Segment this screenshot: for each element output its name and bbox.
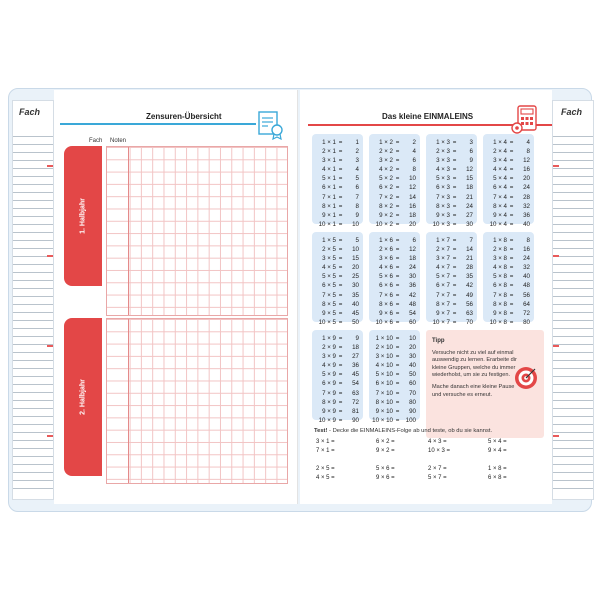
times-table-row: 6 × 8 = 48	[493, 282, 530, 290]
test-item: 4 × 3 =	[428, 439, 447, 445]
strip-marker	[553, 165, 559, 167]
times-table-card	[369, 232, 420, 326]
times-table-row: 1 × 5 = 5	[322, 237, 359, 244]
grades-grid-second-half[interactable]	[106, 318, 288, 484]
target-icon	[514, 366, 538, 390]
times-table-row: 9 × 3 = 27	[436, 211, 473, 219]
subject-column	[107, 147, 129, 315]
times-table-row: 8 × 6 = 48	[379, 300, 416, 308]
times-table-row: 7 × 3 = 21	[436, 193, 473, 201]
test-spacer	[316, 456, 335, 465]
times-table-row: 4 × 3 = 12	[436, 166, 473, 174]
times-table-row: 3 × 1 = 3	[322, 157, 359, 165]
times-table-row: 5 × 5 = 25	[322, 273, 359, 281]
column-fach: Fach	[89, 138, 103, 144]
times-table-row: 4 × 4 = 16	[493, 166, 530, 174]
page-title: Das kleine EINMALEINS	[382, 112, 474, 121]
test-item: 6 × 2 =	[376, 439, 395, 445]
times-table-card	[426, 232, 477, 326]
test-item: 10 × 3 =	[428, 448, 451, 454]
times-table-row: 3 × 8 = 24	[493, 255, 530, 263]
times-table-row: 6 × 10 = 60	[375, 380, 416, 388]
test-item: 4 × 5 =	[316, 475, 335, 481]
times-table-row: 1 × 3 = 3	[436, 139, 473, 146]
times-table-row: 7 × 5 = 35	[322, 291, 359, 299]
page-title: Zensuren-Übersicht	[146, 112, 222, 121]
times-table-row: 8 × 7 = 56	[436, 300, 473, 308]
tab-label: 1. Halbjahr	[79, 198, 87, 234]
test-column	[376, 438, 395, 483]
times-table-row: 8 × 1 = 8	[322, 202, 359, 210]
times-table-row: 5 × 10 = 50	[375, 371, 416, 379]
times-table-row: 2 × 10 = 20	[375, 344, 416, 352]
times-table-card	[483, 232, 534, 326]
tip-title: Tipp	[432, 338, 445, 344]
times-table-row: 7 × 7 = 49	[436, 291, 473, 299]
times-table-card	[369, 134, 420, 228]
times-table-row: 2 × 2 = 4	[379, 148, 416, 156]
times-table-row: 3 × 4 = 12	[493, 157, 530, 165]
times-table-card	[483, 134, 534, 228]
times-table-row: 3 × 9 = 27	[322, 353, 359, 361]
times-table-row: 5 × 2 = 10	[379, 175, 416, 183]
times-table-row: 10 × 7 = 70	[432, 318, 473, 326]
times-table-row: 1 × 6 = 6	[379, 237, 416, 244]
times-table-row: 7 × 10 = 70	[375, 389, 416, 397]
tip-text-2: Mache danach eine kleine Pause und versuche es erneut.	[432, 383, 515, 398]
times-table-row: 9 × 5 = 45	[322, 309, 359, 317]
times-table-row: 8 × 5 = 40	[322, 300, 359, 308]
times-table-row: 10 × 4 = 40	[489, 220, 530, 228]
strip-marker	[553, 435, 559, 437]
times-table-row: 3 × 7 = 21	[436, 255, 473, 263]
times-table-row: 4 × 8 = 32	[493, 264, 530, 272]
times-table-card	[312, 330, 363, 424]
times-table-row: 9 × 1 = 9	[322, 211, 359, 219]
times-table-row: 3 × 2 = 6	[379, 157, 416, 165]
test-item: 1 × 8 =	[488, 466, 507, 472]
times-table-row: 4 × 1 = 4	[322, 166, 359, 174]
times-table-row: 5 × 9 = 45	[322, 371, 359, 379]
times-table-row: 3 × 3 = 9	[436, 157, 473, 165]
times-table-row: 1 × 4 = 4	[493, 139, 530, 146]
test-item: 6 × 8 =	[488, 475, 507, 481]
times-table-row: 9 × 2 = 18	[379, 211, 416, 219]
times-table-row: 6 × 1 = 6	[322, 184, 359, 192]
times-table-row: 9 × 9 = 81	[322, 407, 359, 415]
times-table-row: 1 × 2 = 2	[379, 139, 416, 146]
test-item: 9 × 4 =	[488, 448, 507, 454]
times-table-row: 2 × 4 = 8	[493, 148, 530, 156]
times-table-card	[369, 330, 420, 424]
times-table-row: 1 × 1 = 1	[322, 139, 359, 146]
test-item: 7 × 1 =	[316, 448, 335, 454]
times-table-row: 10 × 1 = 10	[318, 220, 359, 228]
test-column	[316, 438, 335, 483]
times-table-row: 4 × 6 = 24	[379, 264, 416, 272]
strip-marker	[47, 345, 53, 347]
times-table-row: 8 × 10 = 80	[375, 398, 416, 406]
times-table-row: 3 × 6 = 18	[379, 255, 416, 263]
times-table-row: 2 × 3 = 6	[436, 148, 473, 156]
strip-fach-label: Fach	[561, 107, 583, 117]
test-item: 2 × 7 =	[428, 466, 447, 472]
times-table-page	[300, 90, 552, 504]
times-table-row: 10 × 9 = 90	[318, 416, 359, 424]
grades-grid-first-half[interactable]	[106, 146, 288, 316]
times-table-row: 9 × 10 = 90	[375, 407, 416, 415]
times-table-row: 7 × 9 = 63	[322, 389, 359, 397]
times-table-row: 4 × 9 = 36	[322, 362, 359, 370]
title-rule	[60, 123, 256, 125]
times-table-row: 6 × 4 = 24	[493, 184, 530, 192]
strip-marker	[47, 435, 53, 437]
times-table-row: 2 × 6 = 12	[379, 246, 416, 254]
tip-box	[426, 330, 544, 438]
times-table-row: 2 × 8 = 16	[493, 246, 530, 254]
times-table-row: 1 × 8 = 8	[493, 237, 530, 244]
times-table-row: 9 × 6 = 54	[379, 309, 416, 317]
times-table-card	[312, 232, 363, 326]
test-item: 9 × 6 =	[376, 475, 395, 481]
tab-second-half	[64, 318, 102, 476]
tip-text-1: Versuche nicht zu viel auf einmal auswendig zu lernen. Erarbeite dir kleine Gruppen, welche du immer wiederholst, um sie zu festigen.	[432, 349, 517, 379]
times-table-row: 8 × 9 = 72	[322, 398, 359, 406]
test-item: 5 × 4 =	[488, 439, 507, 445]
times-table-row: 9 × 8 = 72	[493, 309, 530, 317]
right-subject-strip	[552, 100, 594, 500]
times-table-row: 2 × 1 = 2	[322, 148, 359, 156]
test-text: - Decke die EINMALEINS-Folge ab und teste, ob du sie kannst.	[327, 428, 493, 434]
test-item: 5 × 6 =	[376, 466, 395, 472]
left-subject-strip	[12, 100, 54, 500]
strip-lines	[553, 129, 593, 495]
test-spacer	[376, 456, 395, 465]
times-table-row: 10 × 10 = 100	[372, 416, 416, 424]
times-table-row: 10 × 5 = 50	[318, 318, 359, 326]
times-table-row: 4 × 5 = 20	[322, 264, 359, 272]
calculator-gear-icon	[510, 104, 540, 136]
times-table-row: 2 × 7 = 14	[436, 246, 473, 254]
times-table-row: 9 × 7 = 63	[436, 309, 473, 317]
times-table-row: 3 × 10 = 30	[375, 353, 416, 361]
times-table-row: 9 × 4 = 36	[493, 211, 530, 219]
strip-lines	[13, 129, 53, 495]
certificate-icon	[257, 110, 285, 140]
test-column	[488, 438, 507, 483]
times-table-row: 6 × 6 = 36	[379, 282, 416, 290]
tab-first-half	[64, 146, 102, 286]
test-item: 5 × 7 =	[428, 475, 447, 481]
times-table-row: 8 × 3 = 24	[436, 202, 473, 210]
strip-marker	[47, 255, 53, 257]
times-table-row: 7 × 2 = 14	[379, 193, 416, 201]
times-table-row: 10 × 8 = 80	[489, 318, 530, 326]
times-table-row: 4 × 7 = 28	[436, 264, 473, 272]
times-table-row: 5 × 8 = 40	[493, 273, 530, 281]
times-table-row: 7 × 6 = 42	[379, 291, 416, 299]
times-table-row: 1 × 7 = 7	[436, 237, 473, 244]
test-spacer	[428, 456, 450, 465]
times-table-row: 6 × 9 = 54	[322, 380, 359, 388]
times-table-row: 1 × 9 = 9	[322, 335, 359, 342]
times-table-row: 6 × 7 = 42	[436, 282, 473, 290]
strip-fach-label: Fach	[19, 107, 41, 117]
times-table-row: 8 × 2 = 16	[379, 202, 416, 210]
test-column	[428, 438, 450, 483]
times-table-row: 3 × 5 = 15	[322, 255, 359, 263]
times-table-row: 8 × 8 = 64	[493, 300, 530, 308]
grades-page	[54, 90, 298, 504]
times-table-row: 4 × 10 = 40	[375, 362, 416, 370]
test-spacer	[488, 456, 507, 465]
column-noten: Noten	[110, 138, 127, 144]
times-table-row: 6 × 5 = 30	[322, 282, 359, 290]
times-table-row: 8 × 4 = 32	[493, 202, 530, 210]
times-table-row: 7 × 1 = 7	[322, 193, 359, 201]
times-table-row: 10 × 6 = 60	[375, 318, 416, 326]
test-instruction	[314, 428, 492, 434]
times-table-row: 10 × 3 = 30	[432, 220, 473, 228]
times-table-row: 1 × 10 = 10	[375, 335, 416, 342]
times-table-row: 10 × 2 = 20	[375, 220, 416, 228]
strip-marker	[553, 255, 559, 257]
strip-marker	[553, 345, 559, 347]
times-table-card	[426, 134, 477, 228]
test-item: 2 × 5 =	[316, 466, 335, 472]
test-label: Test!	[314, 428, 328, 434]
times-table-row: 4 × 2 = 8	[379, 166, 416, 174]
times-table-row: 5 × 1 = 5	[322, 175, 359, 183]
times-table-row: 6 × 3 = 18	[436, 184, 473, 192]
test-item: 3 × 1 =	[316, 439, 335, 445]
subject-column	[107, 319, 129, 483]
strip-marker	[47, 165, 53, 167]
times-table-row: 7 × 8 = 56	[493, 291, 530, 299]
test-item: 9 × 2 =	[376, 448, 395, 454]
times-table-row: 5 × 3 = 15	[436, 175, 473, 183]
times-table-card	[312, 134, 363, 228]
times-table-row: 5 × 4 = 20	[493, 175, 530, 183]
times-table-row: 5 × 6 = 30	[379, 273, 416, 281]
tab-label: 2. Halbjahr	[79, 379, 87, 415]
times-table-row: 2 × 9 = 18	[322, 344, 359, 352]
times-table-row: 6 × 2 = 12	[379, 184, 416, 192]
times-table-row: 7 × 4 = 28	[493, 193, 530, 201]
times-table-row: 2 × 5 = 10	[322, 246, 359, 254]
times-table-row: 5 × 7 = 35	[436, 273, 473, 281]
